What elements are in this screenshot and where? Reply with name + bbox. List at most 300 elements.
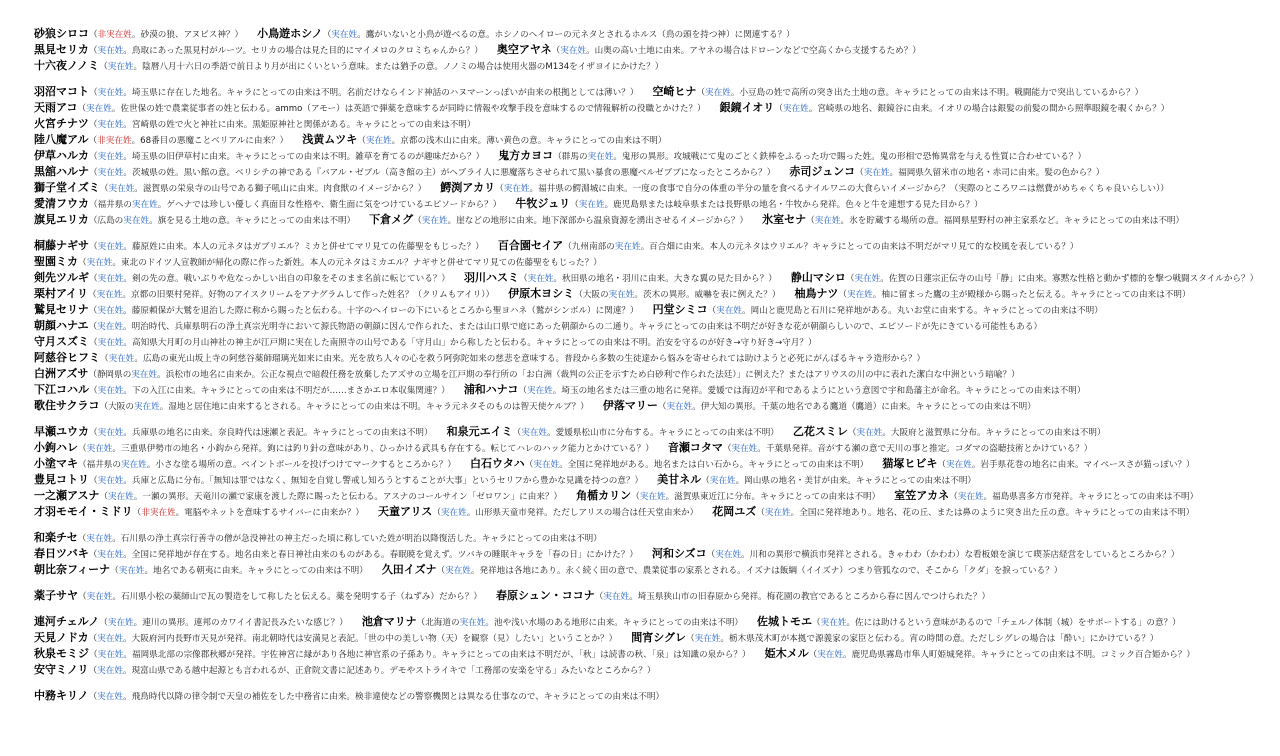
character-name: 美甘ネル — [657, 473, 702, 486]
text-line — [34, 148, 1274, 164]
note-prefix: （ — [100, 354, 109, 364]
note-prefix: （ — [88, 290, 97, 300]
name-entry — [34, 383, 450, 396]
origin-note — [937, 460, 1194, 470]
note-text: 。湿地と居住地に由来するとされる。キャラにとっての由来は不明。キャラ元ネタそのものは智天使ケルブ？） — [159, 402, 589, 412]
name-entry — [34, 457, 456, 470]
origin-note — [570, 200, 983, 210]
note-text: 。川和の異形で横浜市発祥とされる。きゃわわ（かわわ）な看板娘を演じて喫茶店経営をしているところから？） — [741, 550, 1180, 560]
character-name: 白洲アズサ — [34, 367, 89, 380]
name-entry — [369, 213, 749, 226]
note-prefix: （ — [88, 666, 98, 676]
note-prefix: （ — [78, 258, 87, 268]
character-name: 天童アリス — [377, 505, 433, 518]
note-text: 。兵庫県の地名に由来。奈良時代は速瀬と表記。キャラにとっての由来は不明） — [123, 428, 433, 438]
origin-note — [707, 550, 1180, 560]
real-surname-tag: 実在姓 — [459, 618, 486, 628]
origin-note — [78, 258, 602, 268]
name-entry — [657, 473, 977, 486]
origin-note — [413, 216, 748, 226]
name-entry — [757, 615, 1181, 628]
name-entry — [257, 27, 795, 40]
note-text: 。愛媛県松山市に分布する。キャラにとっての由来は不明） — [547, 428, 779, 438]
origin-note — [89, 428, 433, 438]
name-entry — [34, 101, 706, 114]
real-surname-tag: 実在姓 — [503, 184, 530, 194]
note-prefix: （ — [88, 692, 98, 702]
note-text: 。池や浅い水場のある地形に由来。キャラにとっての由来は不明） — [485, 618, 744, 628]
character-name: 薬子サヤ — [34, 589, 78, 602]
origin-note — [495, 184, 1169, 194]
note-prefix: （ — [413, 216, 422, 226]
note-prefix: （大阪の — [99, 402, 134, 412]
origin-note — [89, 386, 450, 396]
character-name: 静山マシロ — [790, 271, 846, 284]
character-name: 旗見エリカ — [34, 213, 89, 226]
character-name: 羽川ハスミ — [463, 271, 519, 284]
character-name: 早瀬ユウカ — [34, 425, 89, 438]
character-name: 白石ウタハ — [470, 457, 525, 470]
real-surname-tag: 実在姓 — [86, 104, 112, 114]
note-text: 。氷を貯蔵する場所の意。福岡県星野村の神主家系など。キャラにとっての由来は不明） — [840, 216, 1185, 226]
origin-note — [89, 242, 484, 252]
name-entry — [792, 425, 1106, 438]
character-name: 朝顔ハナエ — [34, 319, 89, 332]
real-surname-tag: 実在姓 — [820, 618, 847, 628]
character-name: 柚鳥ナツ — [794, 287, 839, 300]
origin-note — [99, 492, 562, 502]
text-line — [34, 196, 1274, 212]
name-entry — [34, 647, 751, 660]
text-line — [34, 440, 1274, 456]
name-entry — [497, 239, 1079, 252]
real-surname-tag: 実在姓 — [846, 290, 873, 300]
character-name: 牛牧ジュリ — [515, 197, 571, 210]
real-surname-tag: 実在姓 — [97, 46, 124, 56]
real-surname-tag: 実在姓 — [705, 88, 731, 98]
note-text: 。全国に発祥地が存在する。地名由来と春日神社由来のものがある。春眠暁を覚えず。ツバキの睡眠キャラを「春の日」にかけた？） — [123, 550, 638, 560]
real-surname-tag: 実在姓 — [764, 508, 791, 518]
origin-note — [812, 618, 1181, 628]
note-text: 。栃木県茂木町が本拠で源義家の家臣と伝わる。宵の時間の意。ただしシグレの場合は「酔い」にかけている？） — [720, 634, 1159, 644]
origin-note — [563, 242, 1078, 252]
origin-note — [518, 386, 1085, 396]
name-entry — [470, 457, 869, 470]
note-prefix: （ — [949, 492, 958, 502]
note-prefix: （ — [495, 184, 504, 194]
name-entry — [34, 505, 364, 518]
origin-note — [78, 460, 456, 470]
origin-note — [595, 592, 990, 602]
name-entry — [495, 589, 991, 602]
character-name: 小鉤ハレ — [34, 441, 78, 454]
character-name: 奥空アヤネ — [496, 43, 552, 56]
note-text: 。岡山と鹿児島と石川に発祥地がある。丸いお堂に由来する。キャラにとっての由来は不明） — [742, 306, 1103, 316]
character-name: 栗村アイリ — [34, 287, 89, 300]
name-entry — [652, 85, 1144, 98]
origin-note — [133, 508, 364, 518]
note-text: 。佐には助けるという意味があるので「チェルノ体制（城）をサポートする」の意？） — [846, 618, 1181, 628]
name-entry — [34, 425, 433, 438]
name-origin-document — [34, 26, 1274, 704]
note-text: 。鳥取にあった黒見村がルーツ。セリカの場合は見た目的にマイメロのクロミちゃんから？） — [123, 46, 483, 56]
text-line — [34, 302, 1274, 318]
text-line — [34, 212, 1274, 228]
note-text: 。福島県喜多方市発祥。キャラにとっての由来は不明） — [983, 492, 1199, 502]
origin-note — [432, 508, 698, 518]
real-surname-tag: 実在姓 — [97, 692, 123, 702]
note-prefix: （広島の — [88, 216, 124, 226]
note-text: 。東北のドイツ人宣教師が帰化の際に作った新姓。本人の元ネタはミカエル？ナギサと併せてマリ見ての佐藤聖をもじった？） — [112, 258, 602, 268]
real-surname-tag: 実在姓 — [97, 242, 124, 252]
real-surname-tag: 実在姓 — [97, 386, 124, 396]
character-name: 春原シュン・ココナ — [495, 589, 595, 602]
character-name: 聖園ミカ — [34, 255, 78, 268]
real-surname-tag: 実在姓 — [118, 566, 145, 576]
text-line — [34, 646, 1274, 662]
note-prefix: （ — [701, 476, 710, 486]
character-name: 伊落マリー — [602, 399, 658, 412]
text-line — [34, 546, 1274, 562]
origin-note — [78, 444, 654, 454]
note-prefix: （ — [77, 104, 87, 114]
name-entry — [790, 271, 1259, 284]
real-surname-tag: 実在姓 — [123, 216, 150, 226]
real-surname-tag: 実在姓 — [97, 428, 124, 438]
note-text: 。京都の旧栗村発祥。好物のアイスクリームをアナグラムして作った姓名？（クリムもアイリ）） — [122, 290, 495, 300]
note-text: 。発祥地は各地にあり。永く続く田の意で、農業従事の家系とされる。イズナは飯綱（イイズナ）つまり管狐なので、そこから「クダ」を捩っている？） — [470, 566, 1063, 576]
note-prefix: （ — [847, 428, 857, 438]
note-text: 。剣の先の意。戦いぶりや危なっかしい出自の印象をそのまま名前に転じている？） — [123, 274, 450, 284]
note-prefix: （ — [89, 242, 98, 252]
name-entry — [496, 43, 921, 56]
note-prefix: （ — [707, 306, 717, 316]
origin-note — [357, 136, 666, 146]
origin-note — [100, 184, 426, 194]
real-surname-tag: 実在姓 — [731, 444, 758, 454]
section-gap — [34, 414, 1274, 424]
character-name: 連河チェルノ — [34, 615, 100, 628]
name-entry — [34, 563, 368, 576]
name-entry — [34, 631, 618, 644]
origin-note — [89, 550, 638, 560]
name-entry — [34, 27, 244, 40]
note-text: 。山奥の高い土地に由来。アヤネの場合はドローンなどで空高くから支援するため？） — [586, 46, 921, 56]
origin-note — [88, 370, 1019, 380]
note-text: 。藤原頼保が大鷲を退治した際に称から賜ったと伝わる。十字のヘイローの下にいるところから聖ヨハネ（鷲がシンボル）に関連？） — [123, 306, 639, 316]
name-entry — [34, 399, 589, 412]
note-prefix: （ — [322, 30, 332, 40]
note-text: 。砂漠の狼、アヌビス神？） — [132, 30, 244, 40]
origin-note — [89, 200, 501, 210]
real-surname-tag: 実在姓 — [131, 370, 158, 380]
origin-note — [809, 650, 1195, 660]
note-text: 。鷹がいないと小鳥が遊べるの意。ホシノのヘイローの元ネタとされるホルス（鳥の頭を持つ神）に関連する？） — [357, 30, 795, 40]
real-surname-tag: 実在姓 — [716, 306, 743, 316]
real-surname-tag: 実在姓 — [107, 62, 134, 72]
origin-note — [99, 62, 663, 72]
name-entry — [34, 351, 926, 364]
note-prefix: （ — [89, 30, 98, 40]
note-text: 。滋賀県の栄泉寺の山号である獅子吼山に由来。肉食獣のイメージから？） — [134, 184, 427, 194]
text-line — [34, 116, 1274, 132]
fictional-surname-tag: 非実在姓 — [97, 30, 132, 40]
note-text: 。茨城県の姓。黒い館の意。ベリシテの神である『バアル・ゼブル（高き館の主）がヘブライ人に悪魔落ちさせられて黒い暴食の悪魔ベルゼブブになったところから？） — [123, 168, 776, 178]
origin-note — [701, 476, 976, 486]
note-text: 。高知県大月町の月山神社の神主が江戸期に実在した南照寺の山号である「守月山」から称したと伝わる。キャラにとっての由来は不明。治安を守るのが好き→守り好き→守月？） — [123, 338, 817, 348]
fictional-surname-tag: 非実在姓 — [97, 136, 132, 146]
character-name: 火宮チナツ — [34, 117, 89, 130]
note-text: 。滋賀県東近江に分布。キャラにとっての由来は不明） — [665, 492, 881, 502]
real-surname-tag: 実在姓 — [526, 386, 553, 396]
note-prefix: （ — [99, 62, 108, 72]
real-surname-tag: 実在姓 — [814, 216, 841, 226]
name-entry — [34, 181, 427, 194]
name-entry — [463, 383, 1086, 396]
text-line — [34, 26, 1274, 42]
real-surname-tag: 実在姓 — [86, 444, 113, 454]
name-entry — [34, 489, 563, 502]
note-text: 。岡山県の地名・美甘が由来。キャラにとっての由来は不明） — [735, 476, 977, 486]
note-text: 。全国に発祥地がある。地名または白い石から。キャラにとっての由来は不明） — [559, 460, 869, 470]
real-surname-tag: 実在姓 — [97, 650, 124, 660]
section-gap — [34, 604, 1274, 614]
character-name: 小塗マキ — [34, 457, 78, 470]
origin-note — [855, 168, 1104, 178]
name-entry — [34, 303, 639, 316]
real-surname-tag: 実在姓 — [108, 184, 135, 194]
character-name: 伊草ハルカ — [34, 149, 89, 162]
note-text: 。兵庫と広島に分布。「無知は罪ではなく、無知を自覚し警戒し知ろうとすることが大事」というセリフから豊かな見識を持つの意？） — [123, 476, 644, 486]
name-entry — [34, 367, 1020, 380]
name-entry — [712, 505, 1195, 518]
origin-note — [89, 634, 618, 644]
name-entry — [652, 303, 1103, 316]
note-text: 。飛鳥時代以降の律令制で天皇の補佐をした中務省に由来。検非違使などの警察機関とは異なる仕事なので、キャラにとっての由来は不明） — [122, 692, 665, 702]
note-text: 。京都の浅木山に由来。薄い黄色の意。キャラにとっての由来は不明） — [391, 136, 667, 146]
note-prefix: （ — [89, 152, 98, 162]
name-entry — [794, 287, 1191, 300]
character-name: 砂狼シロコ — [34, 27, 89, 40]
note-prefix: （ — [88, 136, 98, 146]
real-surname-tag: 実在姓 — [709, 476, 736, 486]
real-surname-tag: 実在姓 — [97, 634, 124, 644]
text-line — [34, 662, 1274, 678]
text-line — [34, 504, 1274, 520]
origin-note — [89, 88, 638, 98]
note-text: 。柚に留まった鷹の主が殿様から賜ったと伝える。キャラにとっての由来は不明） — [872, 290, 1191, 300]
origin-note — [89, 274, 450, 284]
note-text: 。茨木の異形。威嚇を表に例えた？） — [634, 290, 781, 300]
text-line — [34, 688, 1274, 704]
note-prefix: （福井県の — [89, 200, 132, 210]
name-entry — [667, 441, 1093, 454]
character-name: 浅黄ムツキ — [302, 133, 358, 146]
real-surname-tag: 実在姓 — [957, 492, 984, 502]
origin-note — [110, 566, 368, 576]
real-surname-tag: 実在姓 — [86, 534, 113, 544]
note-text: 。秋田県の地名・羽川に由来。大きな翼の見た目から？） — [553, 274, 777, 284]
name-entry — [515, 197, 983, 210]
real-surname-tag: 実在姓 — [578, 200, 605, 210]
origin-note — [88, 290, 494, 300]
real-surname-tag: 実在姓 — [533, 460, 560, 470]
name-entry — [34, 117, 476, 130]
real-surname-tag: 実在姓 — [694, 634, 721, 644]
origin-note — [89, 168, 775, 178]
fictional-surname-tag: 非実在姓 — [141, 508, 176, 518]
text-line — [34, 530, 1274, 546]
text-line — [34, 164, 1274, 180]
character-name: 鷲見セリナ — [34, 303, 89, 316]
note-text: 。佐賀の日蓮宗正伝寺の山号「静」に由来。寡黙な性格と動かず標的を撃つ戦闘スタイルから？） — [880, 274, 1259, 284]
origin-note — [89, 152, 484, 162]
character-name: 室笠アカネ — [894, 489, 950, 502]
real-surname-tag: 実在姓 — [120, 460, 147, 470]
character-name: 赤司ジュンコ — [789, 165, 856, 178]
origin-note — [519, 274, 777, 284]
origin-note — [631, 492, 880, 502]
origin-note — [89, 136, 289, 146]
note-text: 。ゲヘナでは珍しい優しく真面目な性格や、衛生面に気をつけているエピソードから？） — [157, 200, 502, 210]
origin-note — [89, 650, 751, 660]
origin-note — [89, 120, 476, 130]
real-surname-tag: 実在姓 — [97, 550, 124, 560]
note-prefix: （ — [631, 492, 640, 502]
character-name: 安守ミノリ — [34, 663, 89, 676]
character-name: 円堂シミコ — [652, 303, 708, 316]
name-entry — [34, 59, 664, 72]
note-text: 。埼玉県に存在した地名。キャラにとっての由来は不明。名前だけならインド神話のハヌマーンっぽいが由来の根拠としては薄い？） — [123, 88, 639, 98]
section-gap — [34, 520, 1274, 530]
real-surname-tag: 実在姓 — [608, 290, 635, 300]
real-surname-tag: 実在姓 — [863, 168, 890, 178]
note-text: 。岩手県花巻の地名に由来。マイペースさが猫っぽい？） — [971, 460, 1195, 470]
note-text: 。埼玉の地名または三重の地名に発祥。愛媛では海辺が平和であるようにという意図で宇和島藩主が命名。キャラにとっての由来は不明） — [552, 386, 1086, 396]
note-text: 。埼玉県の旧伊草村に由来。キャラにとっての由来は不明。雑草を育てるのが趣味だから？） — [123, 152, 485, 162]
note-prefix: （ — [88, 120, 98, 130]
real-surname-tag: 実在姓 — [97, 168, 124, 178]
name-entry — [894, 489, 1199, 502]
character-name: 音瀬コタマ — [667, 441, 723, 454]
note-prefix: （ — [808, 650, 818, 660]
note-prefix: （ — [756, 508, 765, 518]
note-prefix: （ — [88, 634, 98, 644]
name-entry — [377, 505, 699, 518]
real-surname-tag: 実在姓 — [331, 30, 358, 40]
origin-note — [848, 428, 1106, 438]
note-text: 。宮崎県の姓で火と神社に由来。黒姫原神社と関係がある。キャラにとっての由来は不明） — [123, 120, 476, 130]
note-text: 。藤原姓に由来。本人の元ネタはガブリエル？ミカと併せてマリ見ての佐藤聖をもじった？） — [123, 242, 484, 252]
name-entry — [789, 165, 1105, 178]
section-gap — [34, 578, 1274, 588]
note-prefix: （ — [88, 322, 98, 332]
character-name: 鰐渕アカリ — [440, 181, 496, 194]
real-surname-tag: 実在姓 — [445, 566, 471, 576]
note-text: 。鬼形の異形。攻城戦にて鬼のごとく鉄棒をふるった功で賜った姓。鬼の形相で恐怖異常を与える性質に合わせている？） — [613, 152, 1087, 162]
note-prefix: （九州南部の — [563, 242, 615, 252]
name-entry — [498, 149, 1087, 162]
origin-note — [774, 104, 1169, 114]
character-name: 猫塚ヒビキ — [882, 457, 938, 470]
character-name: 守月スズミ — [34, 335, 89, 348]
character-name: 河和シズコ — [651, 547, 707, 560]
character-name: 小鳥遊ホシノ — [257, 27, 323, 40]
character-name: 一之瀬アスナ — [34, 489, 100, 502]
note-prefix: （ — [88, 46, 98, 56]
character-name: 下倉メグ — [369, 213, 414, 226]
note-text: 。下の入江に由来。キャラにとっての由来は不明だが……まさかエロ本収集関連？） — [123, 386, 450, 396]
note-prefix: （ — [838, 290, 847, 300]
text-line — [34, 286, 1274, 302]
name-entry — [446, 425, 779, 438]
real-surname-tag: 実在姓 — [97, 120, 124, 130]
text-line — [34, 472, 1274, 488]
character-name: 和楽チセ — [34, 531, 78, 544]
note-text: 。広島の東光山坂上寺の阿慈谷薬師瑠璃光如来に由来。光を放ち人々の心を救う阿弥陀如来の慈悲を意味する。普段から多数の生徒達から悩みを寄せられては助けようと必死にがんばるキャラ造形から？） — [134, 354, 926, 364]
note-prefix: （ — [99, 492, 108, 502]
note-text: 。68番目の悪魔ことベリアルに由来？） — [131, 136, 289, 146]
name-entry — [651, 547, 1180, 560]
origin-note — [99, 618, 348, 628]
name-entry — [882, 457, 1195, 470]
note-text: 。浜松市の地名に由来か。公正な視点で暗殺任務を放棄したアズサの立場を江戸期の奉行所の「お白洲（裁判の公正を示すため白砂利で作られた法廷）」に例えた？またはアリウスの川の中に表れた潔白な中洲という暗喩？） — [157, 370, 1020, 380]
section-gap — [34, 74, 1274, 84]
name-entry — [361, 615, 744, 628]
real-surname-tag: 実在姓 — [782, 104, 809, 114]
origin-note — [949, 492, 1198, 502]
text-line — [34, 630, 1274, 646]
note-text: 。地名である朝夷に由来。キャラにとっての由来は不明） — [144, 566, 368, 576]
note-prefix: （ — [722, 444, 732, 454]
real-surname-tag: 実在姓 — [97, 666, 123, 676]
section-gap — [34, 678, 1274, 688]
character-name: 愛清フウカ — [34, 197, 89, 210]
note-text: 。連川の異形。連邦のカワイイ書記長みたいな感じ？） — [133, 618, 348, 628]
note-text: 。福井県の鰐淵城に由来。一度の食事で自分の体重の半分の量を食べるナイルワニの大食らいイメージから？（実際のところワニは燃費がめちゃくちゃ良いらしい）） — [529, 184, 1169, 194]
text-line — [34, 350, 1274, 366]
origin-note — [658, 402, 1036, 412]
origin-note — [806, 216, 1184, 226]
name-entry — [34, 165, 776, 178]
origin-note — [756, 508, 1194, 518]
real-surname-tag: 実在姓 — [131, 200, 158, 210]
note-prefix: （ — [89, 338, 98, 348]
origin-note — [77, 104, 705, 114]
real-surname-tag: 実在姓 — [97, 152, 124, 162]
name-entry — [34, 663, 656, 676]
note-prefix: （ — [78, 444, 87, 454]
name-entry — [508, 287, 781, 300]
character-name: 陸八魔アル — [34, 133, 89, 146]
name-entry — [381, 563, 1063, 576]
note-text: 。一瀬の異形。天竜川の瀬で家康を渡した際に賜ったと伝わる。アスナのコールサイン「ゼロワン」に由来？） — [133, 492, 563, 502]
origin-note — [436, 566, 1062, 576]
character-name: 獅子堂イズミ — [34, 181, 100, 194]
note-text: 。佐世保の姓で農業従事者の姓と伝わる。ammo（アモー）は英語で弾薬を意味するが同時に情報や攻撃手段を意味するので情報解析の役職とかけた？） — [111, 104, 706, 114]
note-text: 。福岡県北部の宗像郡秋郷が発祥。宇佐神宮に縁があり各地に神官系の子孫あり。キャラにとっての由来は不明だが、「秋」は読書の秋、「泉」は知識の泉から？） — [123, 650, 751, 660]
note-prefix: （ — [706, 550, 716, 560]
real-surname-tag: 実在姓 — [421, 216, 448, 226]
text-line — [34, 456, 1274, 472]
note-text: 。現富山県である越中起源とも言われるが、正倉院文書に記述あり。デモやストライキで「工務部の安楽を守る」みたいなところから？） — [122, 666, 656, 676]
note-prefix: （ — [132, 508, 142, 518]
origin-note — [838, 290, 1190, 300]
real-surname-tag: 実在姓 — [86, 592, 113, 602]
note-prefix: （ — [696, 88, 706, 98]
origin-note — [574, 290, 780, 300]
character-name: 桐藤ナギサ — [34, 239, 89, 252]
